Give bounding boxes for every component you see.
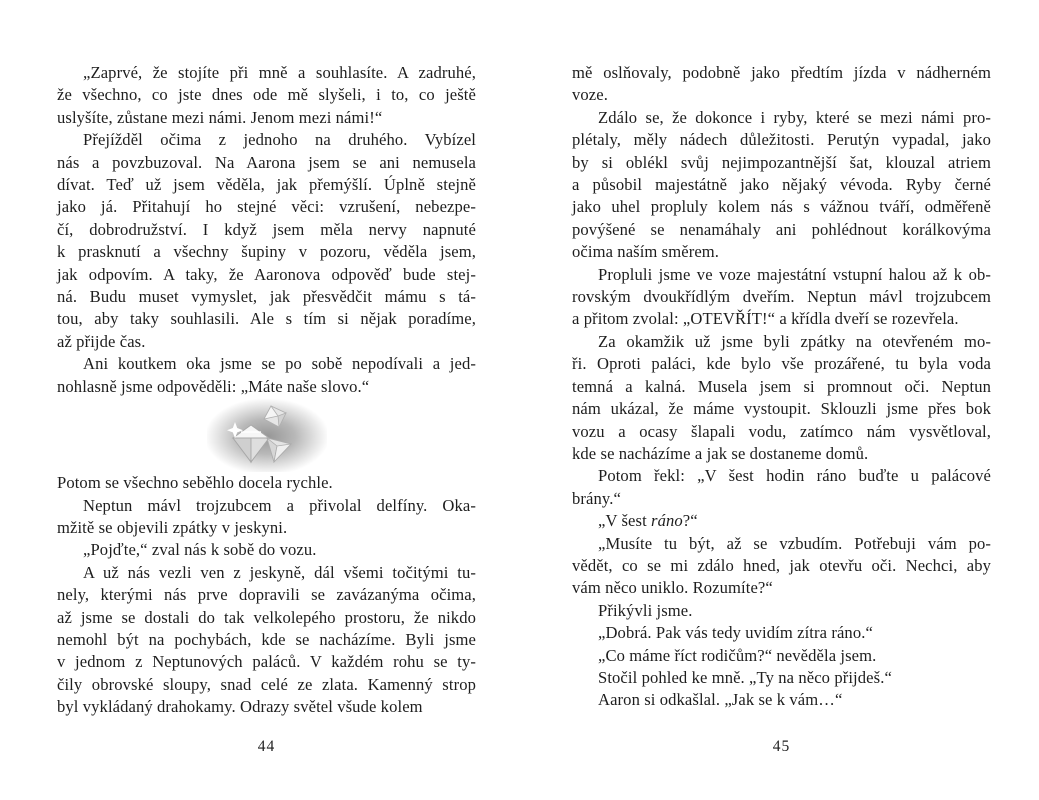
paragraph (572, 667, 991, 689)
text-line (572, 107, 991, 129)
text-segment: a působil majestátně jako nějaký vévoda. Ryby černé (572, 175, 991, 195)
text-segment: byl vykládaný drahokamy. Odrazy světel všude kolem (57, 697, 423, 717)
text-segment: Stočil pohled ke mně. „Ty na něco přijdeš.“ (598, 667, 892, 687)
text-line (572, 577, 991, 599)
text-segment: Za okamžik už jsme byli zpátky na otevřeném mo- (598, 331, 991, 351)
text-segment: Ani koutkem oka jsme se po sobě nepodívali a jed- (83, 354, 476, 374)
text-line (57, 286, 476, 308)
text-segment: ná. Budu muset vymyslet, jak přesvědčit mámu s tá- (57, 287, 476, 307)
text-segment: Přejížděl očima z jednoho na druhého. Vybízel (83, 130, 476, 150)
paragraph (572, 107, 991, 264)
text-line (572, 421, 991, 443)
text-line (57, 308, 476, 330)
text-line (57, 376, 476, 398)
text-line (572, 264, 991, 286)
scene-break-ornament (57, 398, 476, 472)
text-line (572, 488, 991, 510)
text-line (572, 443, 991, 465)
text-line (572, 219, 991, 241)
italic-text: ráno (651, 511, 683, 531)
text-segment: nám ukázal, že máme vystoupit. Sklouzli jsme přes bok (572, 399, 991, 419)
text-segment: vám něco uniklo. Rozumíte?“ (572, 578, 773, 598)
page-number: 44 (257, 738, 276, 755)
text-segment: „Musíte tu být, až se vzbudím. Potřebuji vám po- (598, 533, 991, 553)
text-segment: „Co máme říct rodičům?“ nevěděla jsem. (598, 645, 877, 665)
text-line (57, 62, 476, 84)
text-line (57, 562, 476, 584)
text-segment: nás a povzbuzoval. Na Aarona jsem se ani nemusela (57, 152, 476, 172)
text-segment: čily obrovské sloupy, snad celé ze zlata. Kamenný strop (57, 674, 476, 694)
text-line (572, 353, 991, 375)
text-segment: Aaron si odkašlal. „Jak se k vám…“ (598, 690, 843, 710)
text-segment: vědět, co se mi zdálo hned, jak otevřu oči. Nechci, aby (572, 555, 991, 575)
book-page-right (572, 62, 991, 772)
text-segment: Potom se všechno seběhlo docela rychle. (57, 473, 333, 493)
text-segment: že všechno, co jste dnes ode mě slyšeli, i to, co ještě (57, 85, 476, 105)
text-segment: A už nás vezli ven z jeskyně, dál všemi točitými tu- (83, 562, 476, 582)
text-segment: očima naším směrem. (572, 242, 720, 262)
text-line (572, 286, 991, 308)
paragraph (572, 510, 991, 532)
page-text (572, 62, 991, 712)
text-line (572, 152, 991, 174)
text-segment: rovským dvoukřídlým dveřím. Neptun mávl trojzubcem (572, 287, 991, 307)
paragraph (572, 689, 991, 711)
text-line (57, 629, 476, 651)
paragraph (57, 129, 476, 353)
text-segment: „Zaprvé, že stojíte při mně a souhlasíte. A zadruhé, (83, 63, 476, 82)
paragraph (572, 264, 991, 331)
paragraph (57, 562, 476, 719)
text-line (57, 495, 476, 517)
text-line (57, 353, 476, 375)
text-line (57, 696, 476, 718)
text-segment: by si oblékl svůj nejimpozantnější šat, klouzal atriem (572, 152, 991, 172)
text-segment: temná a kalná. Musela jsem si promnout oči. Neptun (572, 376, 991, 396)
text-line (57, 331, 476, 353)
text-line (572, 376, 991, 398)
text-segment: až jsme se dostali do tak velkolepého prostoru, že nikdo (57, 607, 476, 627)
paragraph (57, 539, 476, 561)
text-segment: jako uhel propluly kolem nás s vážnou tváří, odměřeně (572, 197, 991, 217)
text-line (57, 129, 476, 151)
text-line (572, 622, 991, 644)
text-line (572, 398, 991, 420)
page-number: 45 (772, 738, 791, 755)
text-segment: jak odpovím. A taky, že Aaronova odpověď bude stej- (57, 264, 476, 284)
text-line (572, 465, 991, 487)
gems-icon (207, 398, 327, 472)
text-segment: Propluli jsme ve voze majestátní vstupní halou až k ob- (598, 264, 991, 284)
text-segment: nohlasně jsme odpověděli: „Máte naše slovo.“ (57, 376, 370, 396)
text-segment: nemohl být na pochybách, kde se nacházíme. Byli jsme (57, 629, 476, 649)
text-line (57, 219, 476, 241)
text-line (572, 667, 991, 689)
text-line (57, 674, 476, 696)
text-line (57, 174, 476, 196)
text-segment: mžitě se objevili zpátky v jeskyni. (57, 517, 288, 537)
paragraph (57, 62, 476, 129)
text-line (57, 84, 476, 106)
book-page-left (57, 62, 476, 772)
text-line (57, 196, 476, 218)
page-text (57, 62, 476, 719)
text-segment: ři. Oproti paláci, kde bylo vše prozářené, tu byla voda (572, 354, 991, 374)
text-line (57, 517, 476, 539)
text-segment: jako já. Přitahují ho stejné věci: vzrušení, nebezpe- (57, 197, 476, 217)
text-line (572, 196, 991, 218)
text-line (57, 472, 476, 494)
text-segment: a přitom zvolal: „OTEVŘÍT!“ a křídla dveří se rozevřela. (572, 309, 959, 329)
text-segment: k prasknutí a všechny šupiny v pozoru, věděla jsem, (57, 242, 476, 262)
text-segment: „Dobrá. Pak vás tedy uvidím zítra ráno.“ (598, 623, 873, 643)
text-segment: Neptun mávl trojzubcem a přivolal delfíny. Oka- (83, 495, 476, 515)
paragraph (572, 465, 991, 510)
text-segment: mě oslňovaly, podobně jako předtím jízda v nádherném (572, 63, 991, 82)
text-line (57, 264, 476, 286)
text-segment: až přijde čas. (57, 331, 146, 351)
text-line (572, 241, 991, 263)
text-line (572, 174, 991, 196)
text-segment: v jednom z Neptunových paláců. V každém rohu se ty- (57, 652, 476, 672)
text-line (57, 584, 476, 606)
paragraph (572, 533, 991, 600)
paragraph (572, 62, 991, 107)
text-segment: uslyšíte, zůstane mezi námi. Jenom mezi námi!“ (57, 107, 383, 127)
text-segment: povýšené se nenamáhaly ani pohlédnout korálkovýma (572, 219, 991, 239)
text-line (57, 651, 476, 673)
paragraph (57, 353, 476, 398)
text-segment: voze. (572, 85, 608, 105)
text-segment: nely, kterými nás prve dopravili se zavázanýma očima, (57, 585, 476, 605)
text-line (572, 689, 991, 711)
paragraph (572, 600, 991, 622)
text-line (572, 510, 991, 532)
text-segment: kde se nacházíme a jak se dostaneme domů. (572, 443, 869, 463)
text-segment: ?“ (682, 511, 698, 531)
text-line (572, 645, 991, 667)
text-line (57, 107, 476, 129)
text-line (572, 62, 991, 84)
text-segment: dívat. Teď už jsem věděla, jak přemýšlí. Úplně stejně (57, 175, 476, 195)
paragraph (572, 331, 991, 465)
text-segment: brány.“ (572, 488, 621, 508)
text-segment: „Pojďte,“ zval nás k sobě do vozu. (83, 540, 317, 560)
text-segment: Potom řekl: „V šest hodin ráno buďte u palácové (598, 466, 991, 486)
paragraph (57, 495, 476, 540)
text-line (572, 555, 991, 577)
text-line (572, 84, 991, 106)
text-segment: vozu a ocasy šlapali vodu, zatímco nám vysvětloval, (572, 421, 991, 441)
paragraph (572, 622, 991, 644)
text-line (572, 533, 991, 555)
text-line (57, 152, 476, 174)
text-segment: „V šest (598, 511, 652, 531)
paragraph (572, 645, 991, 667)
text-line (572, 331, 991, 353)
text-line (572, 129, 991, 151)
text-line (57, 607, 476, 629)
text-segment: Přikývli jsme. (598, 600, 693, 620)
text-segment: Zdálo se, že dokonce i ryby, které se mezi námi pro- (598, 107, 991, 127)
text-segment: tou, aby taky souhlasili. Ale s tím si nějak poradíme, (57, 309, 476, 329)
text-segment: plétaly, měly nádech důležitosti. Perutýn vypadal, jako (572, 130, 991, 150)
text-line (57, 539, 476, 561)
text-segment: čí, dobrodružství. I když jsem měla nervy napnuté (57, 219, 476, 239)
text-line (572, 308, 991, 330)
paragraph (57, 472, 476, 494)
text-line (572, 600, 991, 622)
text-line (57, 241, 476, 263)
